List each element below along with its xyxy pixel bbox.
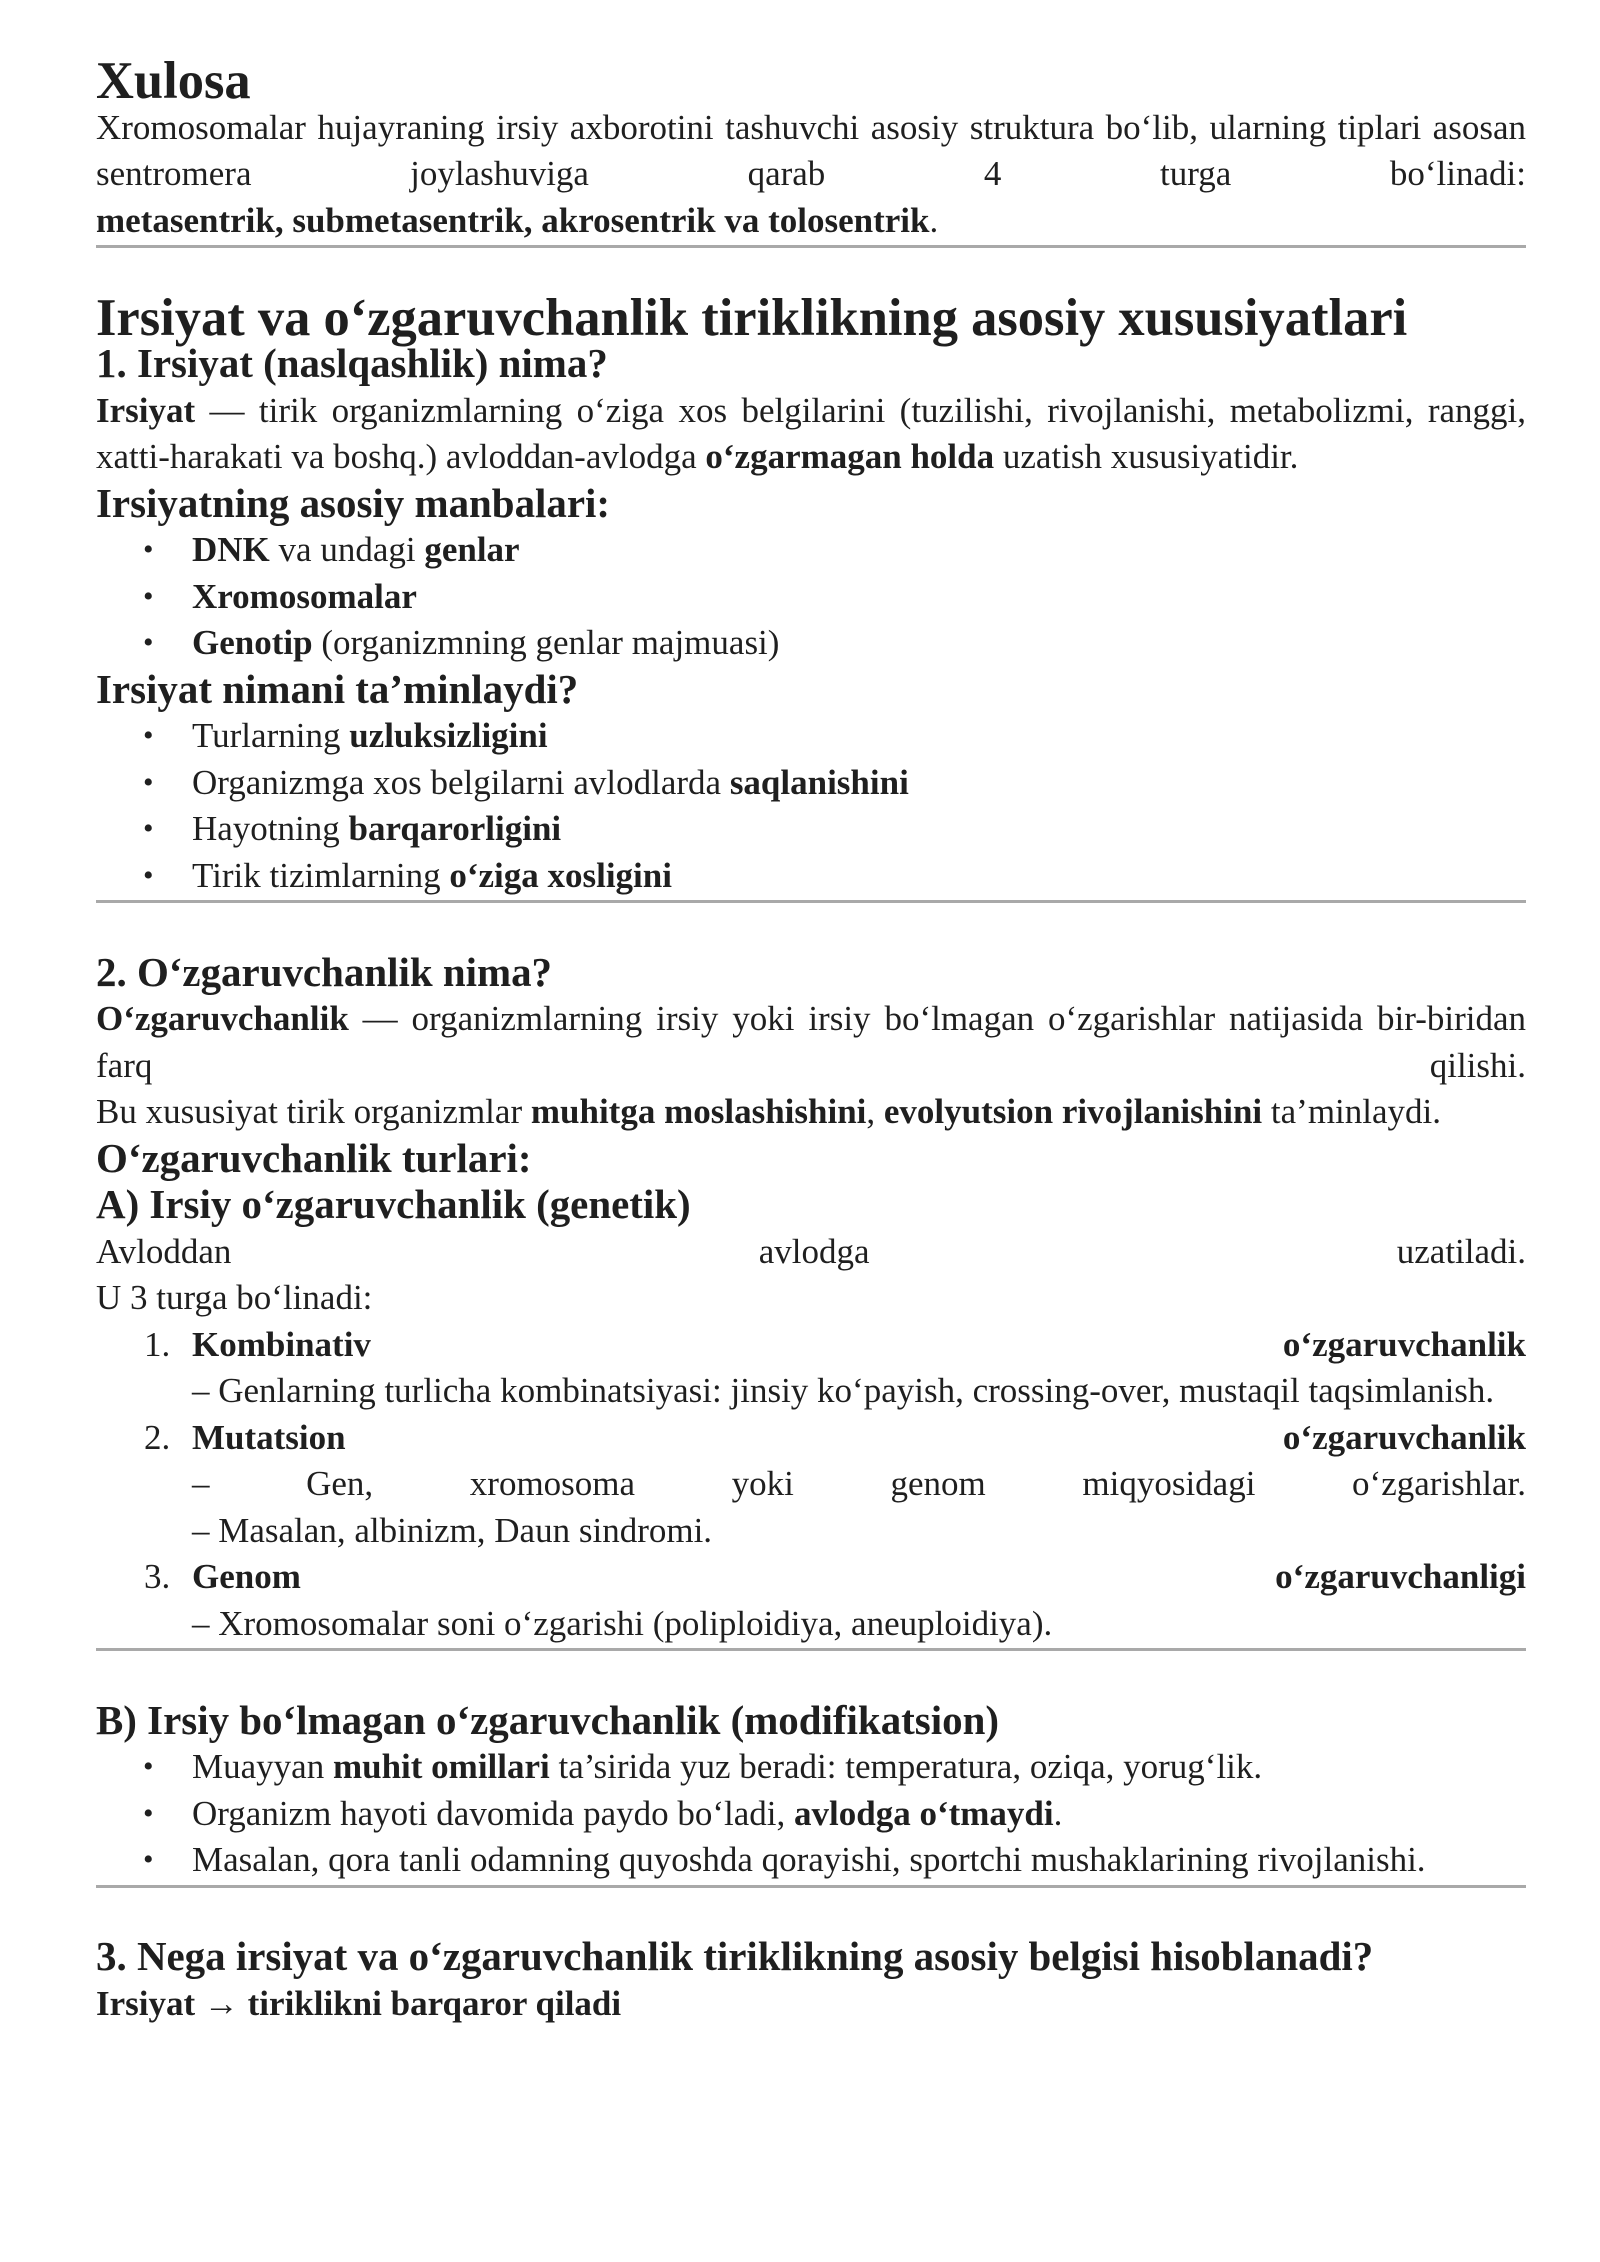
q2-a-split: U 3 turga bo‘linadi: — [96, 1278, 373, 1317]
q1-sources-list — [96, 527, 1526, 667]
list-item: • DNK va undagi genlar — [96, 527, 1526, 574]
list-item: • Hayotning barqarorligini — [96, 806, 1526, 853]
list-item: 1. Kombinativ o‘zgaruvchanlik – Genlarning turlicha kombinatsiyasi: jinsiy ko‘payish, crossing-over, mustaqil taqsimlanish. — [144, 1324, 1526, 1410]
q1-provides-title: Irsiyat nimani ta’minlaydi? — [96, 666, 579, 712]
q2-types-title: O‘zgaruvchanlik turlari: — [96, 1135, 532, 1181]
list-item: 2. Mutatsion o‘zgaruvchanlik – Gen, xromosoma yoki genom miqyosidagi o‘zgarishlar. – Masalan, albinizm, Daun sindromi. — [144, 1417, 1526, 1550]
conclusion-body: Xromosomalar hujayraning irsiy axborotini tashuvchi asosiy struktura bo‘lib, ularning tiplari asosan sentromera joylashuviga qarab 4 turga bo‘linadi: — [96, 107, 1526, 193]
q3-line1: Irsiyat → tiriklikni barqaror qiladi — [96, 1983, 622, 2023]
q2-ensures: Bu xususiyat tirik organizmlar muhitga moslashishini, evolyutsion rivojlanishini ta’minlaydi. — [96, 1092, 1442, 1131]
list-item: • Masalan, qora tanli odamning quyoshda qorayishi, sportchi mushaklarining rivojlanishi. — [96, 1837, 1526, 1884]
q2-definition: O‘zgaruvchanlik — organizmlarning irsiy yoki irsiy bo‘lmagan o‘zgarishlar natijasida bir-biridan farq qilishi. — [96, 999, 1526, 1085]
q2-a-title: A) Irsiy o‘zgaruvchanlik (genetik) — [96, 1182, 691, 1227]
q2-title: 2. O‘zgaruvchanlik nima? — [96, 949, 553, 995]
list-item: • Muayyan muhit omillari ta’sirida yuz beradi: temperatura, oziqa, yorug‘lik. — [96, 1744, 1526, 1791]
list-item: • Xromosomalar — [96, 574, 1526, 621]
q1-definition: Irsiyat — tirik organizmlarning o‘ziga xos belgilarini (tuzilishi, rivojlanishi, metabolizmi, ranggi, xatti-harakati va boshq.) avloddan-avlodga o‘zgarmagan holda uzatish xususiyatidir. — [96, 390, 1526, 476]
q2-a-line: Avloddan avlodga uzatiladi. — [96, 1231, 1526, 1271]
q3-title: 3. Nega irsiyat va o‘zgaruvchanlik tiriklikning asosiy belgisi hisoblanadi? — [96, 1934, 1374, 1979]
list-item: • Organizm hayoti davomida paydo bo‘ladi, avlodga o‘tmaydi. — [96, 1791, 1526, 1838]
list-item: • Turlarning uzluksizligini — [96, 713, 1526, 760]
list-item: 3. Genom o‘zgaruvchanligi – Xromosomalar soni o‘zgarishi (poliploidiya, aneuploidiya). — [144, 1557, 1526, 1643]
q1-sources-title: Irsiyatning asosiy manbalari: — [96, 480, 611, 526]
section-title: Irsiyat va o‘zgaruvchanlik tiriklikning asosiy xususiyatlari — [96, 288, 1408, 347]
list-item: • Genotip (organizmning genlar majmuasi) — [96, 620, 1526, 667]
q1-title: 1. Irsiyat (naslqashlik) nima? — [96, 341, 608, 386]
q2-a-list — [96, 1322, 1526, 1648]
q2-b-list — [96, 1744, 1526, 1884]
q1-provides-list — [96, 713, 1526, 899]
conclusion-title: Xulosa — [96, 52, 251, 110]
q2-b-title: B) Irsiy bo‘lmagan o‘zgaruvchanlik (modifikatsion) — [96, 1697, 999, 1743]
list-item: • Tirik tizimlarning o‘ziga xosligini — [96, 853, 1526, 900]
list-item: • Organizmga xos belgilarni avlodlarda saqlanishini — [96, 760, 1526, 807]
conclusion-types: metasentrik, submetasentrik, akrosentrik va tolosentrik. — [96, 200, 939, 240]
